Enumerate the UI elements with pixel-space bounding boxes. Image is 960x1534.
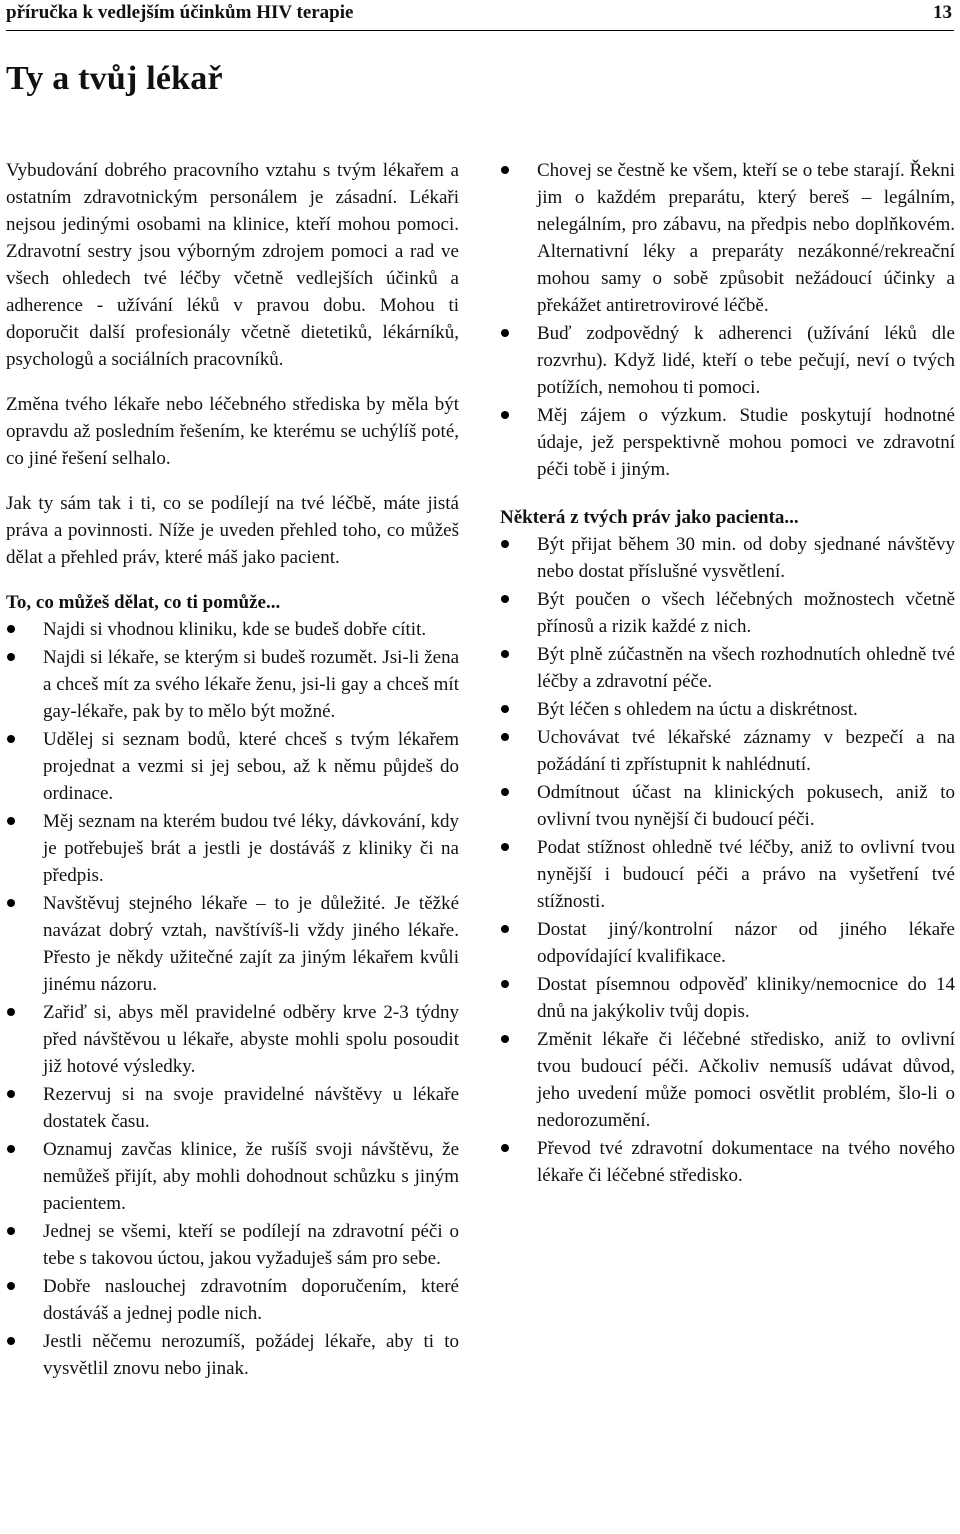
bullet-icon — [501, 650, 509, 658]
continued-list — [500, 157, 955, 483]
patient-rights-heading: Některá z tvých práv jako pacienta... — [500, 507, 799, 528]
bullet-icon — [501, 843, 509, 851]
list-item: Jestli něčemu nerozumíš, požádej lékaře, aby ti to vysvětlil znovu nebo jinak. — [6, 1328, 459, 1382]
bullet-icon — [7, 1337, 15, 1345]
list-item: Udělej si seznam bodů, které chceš s tvým lékařem projednat a vezmi si jej sebou, až k němu půjdeš do ordinace. — [6, 726, 459, 807]
list-item: Měj seznam na kterém budou tvé léky, dávkování, kdy je potřebuješ brát a jestli je dostáváš z kliniky či na předpis. — [6, 808, 459, 889]
list-item: Buď zodpovědný k adherenci (užívání léků dle rozvrhu). Když lidé, kteří o tebe pečují, neví o tvých potížích, nemohou ti pomoci. — [500, 320, 955, 401]
page-number: 13 — [933, 2, 952, 23]
bullet-icon — [7, 817, 15, 825]
bullet-icon — [501, 1144, 509, 1152]
list-item: Najdi si lékaře, se kterým si budeš rozumět. Jsi-li žena a chceš mít za svého lékaře ženu, jsi-li gay a chceš mít gay-lékaře, pak by to mělo být možné. — [6, 644, 459, 725]
list-item: Jednej se všemi, kteří se podílejí na zdravotní péči o tebe s takovou úctou, jakou vyžaduješ sám pro sebe. — [6, 1218, 459, 1272]
bullet-icon — [501, 595, 509, 603]
bullet-icon — [501, 540, 509, 548]
bullet-icon — [7, 653, 15, 661]
list-item: Uchovávat tvé lékařské záznamy v bezpečí a na požádání ti zpřístupnit k nahlédnutí. — [500, 724, 955, 778]
bullet-icon — [501, 705, 509, 713]
list-item: Být přijat během 30 min. od doby sjednané návštěvy nebo dostat příslušné vysvětlení. — [500, 531, 955, 585]
bullet-icon — [501, 166, 509, 174]
list-item: Oznamuj zavčas klinice, že rušíš svoji návštěvu, že nemůžeš přijít, aby mohli dohodnout schůzku s jiným pacientem. — [6, 1136, 459, 1217]
intro-paragraph: Vybudování dobrého pracovního vztahu s tvým lékařem a ostatním zdravotnickým personálem je zásadní. Lékaři nejsou jedinými osobami na klinice, kteří mohou pomoci. Zdravotní sestry jsou výborným zdrojem pomoci a rad ve všech ohledech tvé léčby včetně vedlejších účinků a adherence - užívání léků v pravou dobu. Mohou ti doporučit další profesionály včetně dietetiků, lékárníků, psychologů a sociálních pracovníků. — [6, 160, 459, 370]
running-title: příručka k vedlejším účinkům HIV terapie — [6, 2, 354, 23]
list-item: Dobře naslouchej zdravotním doporučením, které dostáváš a jednej podle nich. — [6, 1273, 459, 1327]
bullet-icon — [501, 733, 509, 741]
doctor-change-paragraph: Změna tvého lékaře nebo léčebného střediska by měla být opravdu až posledním řešením, ke kterému se uchýlíš poté, co jiné řešení selhalo. — [6, 394, 459, 469]
list-item: Převod tvé zdravotní dokumentace na tvého nového lékaře či léčebné středisko. — [500, 1135, 955, 1189]
list-item: Být plně zúčastněn na všech rozhodnutích ohledně tvé léčby a zdravotní péče. — [500, 641, 955, 695]
list-item: Zařiď si, abys měl pravidelné odběry krve 2-3 týdny před návštěvou u lékaře, abyste mohli spolu posoudit již hotové výsledky. — [6, 999, 459, 1080]
bullet-icon — [501, 1035, 509, 1043]
list-item: Být poučen o všech léčebných možnostech včetně přínosů a rizik každé z nich. — [500, 586, 955, 640]
bullet-icon — [501, 411, 509, 419]
list-item: Být léčen s ohledem na úctu a diskrétnost. — [500, 696, 955, 723]
bullet-icon — [7, 735, 15, 743]
what-you-can-do-heading: To, co můžeš dělat, co ti pomůže... — [6, 592, 281, 613]
bullet-icon — [7, 1227, 15, 1235]
list-item: Navštěvuj stejného lékaře – to je důležité. Je těžké navázat dobrý vztah, navštívíš-li vždy jiného lékaře. Přesto je někdy užitečné zajít za jiným lékařem kvůli jinému názoru. — [6, 890, 459, 998]
list-item: Měj zájem o výzkum. Studie poskytují hodnotné údaje, jež perspektivně mohou pomoci ve zdravotní péči tobě i jiným. — [500, 402, 955, 483]
page-header — [6, 0, 954, 31]
list-item: Odmítnout účast na klinických pokusech, aniž to ovlivní tvou nynější či budoucí péči. — [500, 779, 955, 833]
list-item: Podat stížnost ohledně tvé léčby, aniž to ovlivní tvou nynější i budoucí péči a právo na vyšetření tvé stížnosti. — [500, 834, 955, 915]
bullet-icon — [7, 1008, 15, 1016]
bullet-icon — [7, 899, 15, 907]
patient-rights-list — [500, 531, 955, 1189]
bullet-icon — [501, 925, 509, 933]
what-you-can-do-list — [6, 616, 459, 1382]
bullet-icon — [7, 1090, 15, 1098]
bullet-icon — [501, 329, 509, 337]
bullet-icon — [7, 625, 15, 633]
rights-overview-paragraph: Jak ty sám tak i ti, co se podílejí na tvé léčbě, máte jistá práva a povinnosti. Níže je uveden přehled toho, co můžeš dělat a přehled práv, které máš jako pacient. — [6, 493, 459, 568]
left-column — [6, 157, 459, 1383]
bullet-icon — [7, 1145, 15, 1153]
list-item: Chovej se čestně ke všem, kteří se o tebe starají. Řekni jim o každém preparátu, který bereš – legálním, nelegálním, pro zábavu, na předpis nebo doplňkovém. Alternativní léky a preparáty nezákonné/rekreační mohou samy o sobě způsobit nežádoucí účinky a překážet antiretrovirové léčbě. — [500, 157, 955, 319]
list-item: Rezervuj si na svoje pravidelné návštěvy u lékaře dostatek času. — [6, 1081, 459, 1135]
list-item: Najdi si vhodnou kliniku, kde se budeš dobře cítit. — [6, 616, 459, 643]
bullet-icon — [7, 1282, 15, 1290]
bullet-icon — [501, 980, 509, 988]
bullet-icon — [501, 788, 509, 796]
list-item: Změnit lékaře či léčebné středisko, aniž to ovlivní tvou budoucí péči. Ačkoliv nemusíš udávat důvod, jeho uvedení může pomoci osvětlit problém, šlo-li o nedorozumění. — [500, 1026, 955, 1134]
list-item: Dostat písemnou odpověď kliniky/nemocnice do 14 dnů na jakýkoliv tvůj dopis. — [500, 971, 955, 1025]
right-column — [500, 157, 955, 1190]
list-item: Dostat jiný/kontrolní názor od jiného lékaře odpovídající kvalifikace. — [500, 916, 955, 970]
page-title: Ty a tvůj lékař — [6, 60, 223, 97]
